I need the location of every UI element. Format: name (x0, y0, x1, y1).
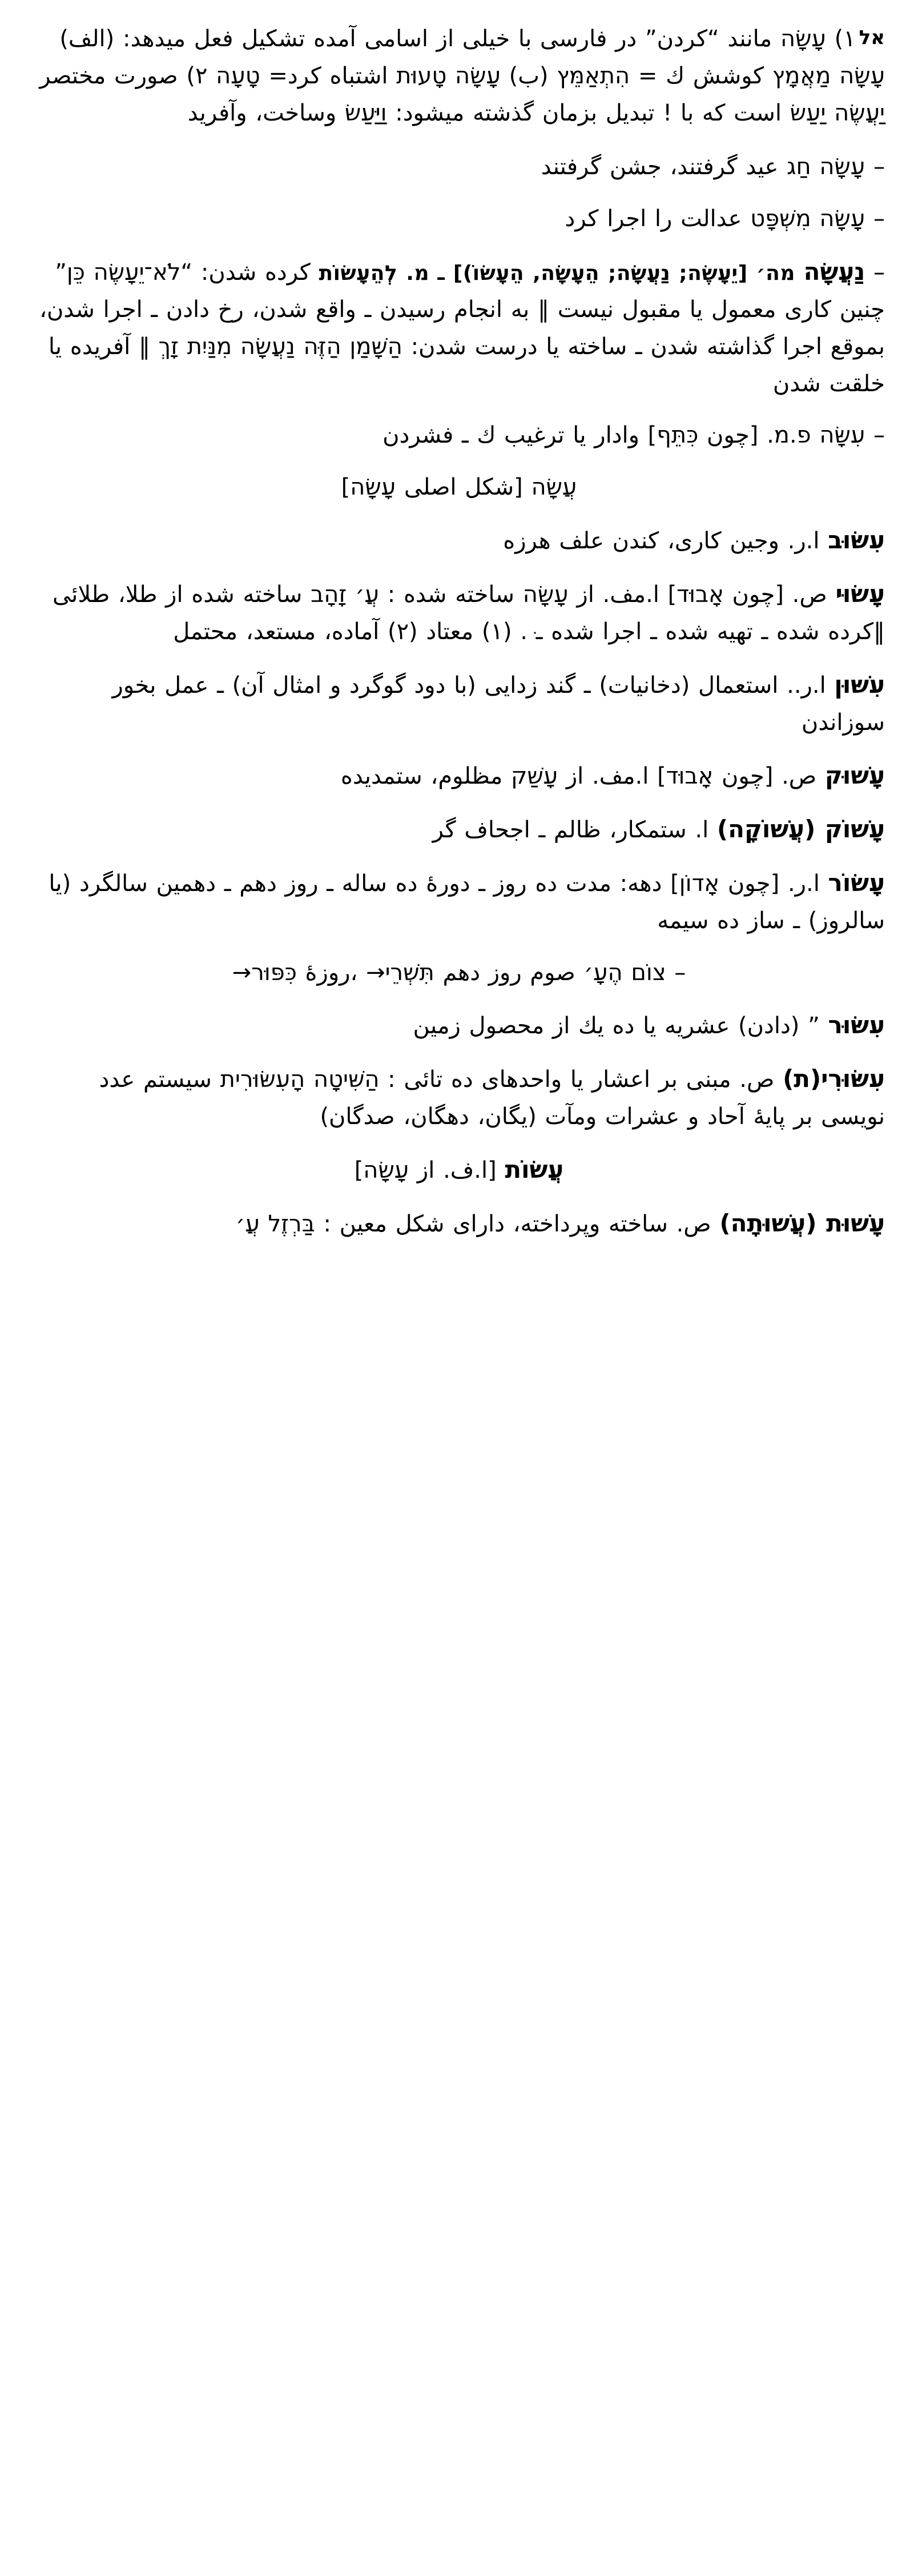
entry-text: (دادن) عشریه یا ده یك از محصول زمین (413, 1013, 800, 1040)
entry-text: استعمال (دخانیات) ـ گند زدایی (با دود گوگرد و امثال آن) ـ عمل بخور سوزاندن (112, 672, 885, 736)
entry-headword: עִשּׂוּרִי(ת) (783, 1065, 885, 1093)
entry-headword: עָשׂוּי (835, 580, 885, 608)
entry-headword: עִשּׂוּר (828, 1011, 885, 1040)
entry-asah-mishpat (33, 200, 885, 238)
entry-text: [ا.ف. از עָשָׂה] (354, 1157, 497, 1184)
entry-pos: ص. (782, 763, 817, 789)
entry-headword: עֲשׂוֹת (505, 1155, 564, 1184)
entry-isser (33, 1006, 885, 1045)
entry-bracket: [چون אָבוּד] (667, 581, 784, 608)
entry-pos: ص. (792, 581, 827, 608)
entry-text: עִשָּׂה פ.מ. [چون כִּתֵּף] وادار یا ترغیب ك ـ فشردن (382, 422, 865, 449)
entry-quote-mark: ” (808, 1013, 820, 1040)
entry-bracket: [چون אָדוֹן] (670, 870, 780, 897)
entry-ashut (33, 1204, 885, 1243)
entry-bullet: – (873, 206, 885, 232)
entry-bullet: – (873, 422, 885, 449)
entry-text: وجین كاری، كندن علف هرزه (503, 528, 779, 554)
entry-text: دهه: مدت ده روز ـ دورۀ ده ساله ـ روز دهم ـ دهمین سالگرد (یا سالروز) ـ ساز ده سیمه (49, 870, 885, 934)
entry-text: ستمكار، ظالم ـ اجحاف گر (432, 816, 687, 843)
entry-text: עֲשָׂה [شكل اصلی עָשָׂה] (341, 474, 577, 501)
entry-text: עָשָׂה مانند “کردن” در فارسی با خیلی از اسامی آمده تشکیل فعل میدهد: (الف) עָשָׂה מַאֲמָץ كوشش ك = הִתְאַמֵּץ (ب) עָשָׂה טָעוּת اشتباه كرد= טָעָה (59, 26, 885, 89)
entry-bracket: [چون אָבוּד] (657, 763, 774, 789)
entry-naasah (33, 252, 885, 402)
entry-bullet: – (873, 154, 885, 180)
entry-tzom-heasor (33, 954, 885, 992)
entry-ishun (33, 665, 885, 741)
entry-headword: עָשׁוּת (עֲשׁוּתָה) (719, 1209, 885, 1238)
entry-asah-1 (33, 21, 885, 131)
entry-pos: ا. (695, 816, 709, 843)
entry-headword: עִשּׂוּב (828, 526, 885, 554)
entry-headword: נַעֲשָׂה (803, 257, 865, 286)
entry-headword: עִשּׁוּן (834, 670, 885, 699)
decorative-corner-glyph: אל (859, 26, 885, 49)
entry-bullet: – (674, 959, 686, 986)
entry-text: עָשָׂה מִשְׁפָּט عدالت را اجرا كرد (565, 206, 865, 232)
entry-issah (33, 417, 885, 454)
entry-asui (33, 575, 885, 651)
entry-text: עָשָׂה חַג عید گرفتند، جشن گرفتند (541, 154, 865, 180)
entry-pos: ص. (739, 1066, 775, 1093)
entry-asot (33, 1150, 885, 1189)
entry-asah-form (33, 469, 885, 506)
entry-text: צוֹם הֶעָ׳ صوم روز دهم תִּשְׁרֵי→ ،روزۀ כִּפּוּר→ (232, 959, 666, 986)
entry-pos: ا.ر. (787, 528, 820, 554)
entry-text: كرده شدن: “לֹא־יֵעָשֶׂה כֵּן” چنین كاری معمول یا مقبول نیست ‖ به انجام رسیدن ـ واقع شدن، رخ دادن ـ اجرا شدن، بموقع اجرا گذاشته شدن ـ ساخته یا درست شدن: הַשָּׁמַן הַזֶּה נַעֲשָׂה מִנַּיִת זָךְ ‖ آفریده یا خلقت شدن (39, 259, 885, 397)
entry-bullet: – (873, 259, 885, 286)
entry-text: مبنی بر اعشار یا واحدهای ده تائی : הַשִּׁיטָה הָעִשּׂוּרִית سیستم عدد نویسی بر پایۀ آحاد و عشرات ومآت (یگان، دهگان، صدگان) (99, 1066, 885, 1130)
entry-asah-hag (33, 149, 885, 186)
entry-marker-2: ۲) (186, 62, 208, 89)
entry-marker: ۱) (834, 26, 856, 52)
entry-text: ا.مف. از עָשַׁק مظلوم، ستمدیده (340, 763, 649, 789)
entry-text: ا.مف. از עָשָׂה ساخته شده : עֲ׳ זָהָב ساخته شده از طلا، طلائی ‖كرده شده ـ تهیه شده ـ اجرا شده ـ ּ. (۱) معتاد (۲) آماده، مستعد، محتمل (52, 581, 885, 645)
entry-isuri (33, 1060, 885, 1135)
entry-headword: עָשׁוּק (824, 761, 885, 789)
entry-pos: ا.ر.. (787, 672, 826, 699)
entry-headword: עָשׂוֹר (828, 868, 885, 897)
entry-ashok (33, 810, 885, 849)
entry-pos: ا.ر. (787, 870, 820, 897)
entry-isuv (33, 521, 885, 560)
entry-headword: עָשׁוֹק (עֲשׁוֹקָה) (716, 814, 885, 843)
entry-ashuk (33, 756, 885, 795)
entry-pos: ص. (676, 1211, 711, 1238)
entry-asor (33, 864, 885, 940)
entry-text: ساخته وپرداخته، دارای شكل معین : בַּרְזֶל עֲ׳ (235, 1211, 668, 1238)
entry-text-2: صورت مختصر יַעֲשֶׂה יַעַשׂ است كه با ! تبدیل بزمان گذشته میشود: וַיַּעַשׂ وساخت، وآفرید (39, 62, 885, 126)
entry-forms: מה׳ [יֵעָשֶׂה; נַעֲשָׂה; הֵעָשָׂה, הֵעָשׂוֹ)] ـ מ. לְהֵעָשׂוֹת (319, 261, 795, 285)
